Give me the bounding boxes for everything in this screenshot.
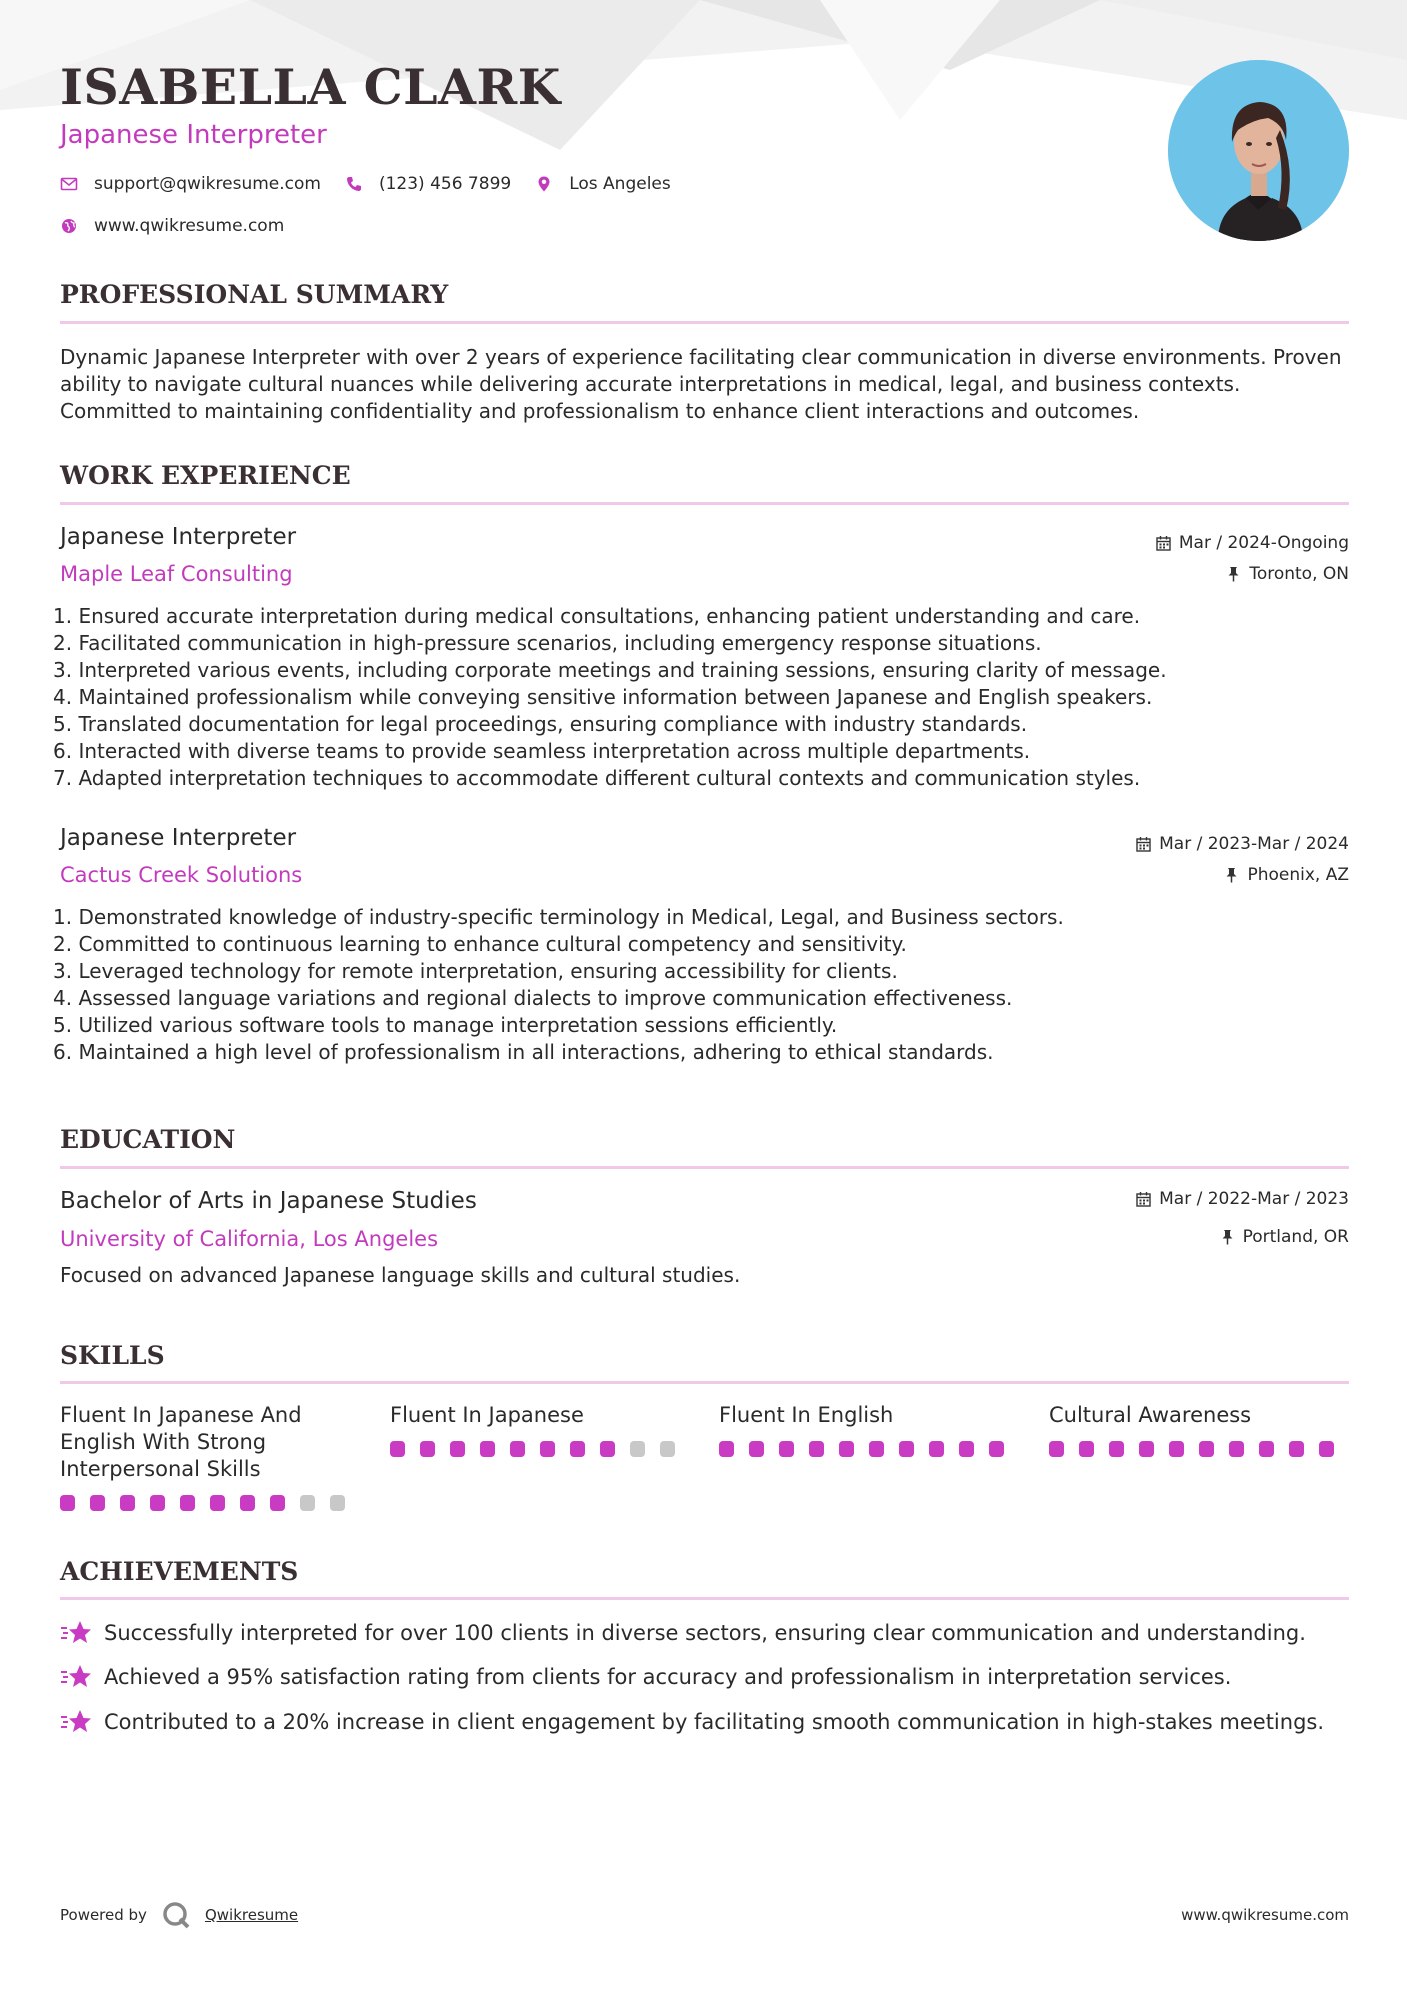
location-text: Los Angeles [569,174,671,194]
powered-by-label: Powered by [60,1906,147,1924]
list-item: 3. Interpreted various events, including corporate meetings and training sessions, ensuring clarity of message. [53,658,1167,682]
calendar-icon [1156,535,1171,551]
skill-item [719,1402,1019,1457]
calendar-icon [1136,836,1151,852]
achievement-item [60,1619,1306,1647]
map-pin-icon [535,175,553,193]
rating-dot-filled [450,1441,465,1457]
portrait-illustration [1168,60,1349,241]
summary-text: Dynamic Japanese Interpreter with over 2 years of experience facilitating clear communication in diverse environments. Proven ability to navigate cultural nuances while delivering accurate interpretations in medical, legal, and business contexts. Committed to maintaining confidentiality and professionalism to enhance client interactions and outcomes. [60,345,1342,423]
job-title: Japanese Interpreter [60,524,297,550]
list-item: 4. Maintained professionalism while conveying sensitive information between Japanese and English speakers. [53,685,1153,709]
achievement-text: Contributed to a 20% increase in client engagement by facilitating smooth communication in high-stakes meetings. [104,1710,1325,1734]
pushpin-icon [1226,566,1241,582]
job-dates [1156,533,1349,553]
phone-text: (123) 456 7899 [378,174,512,194]
education-heading: EDUCATION [60,1125,236,1154]
rating-dot-filled [180,1495,195,1511]
skill-item [60,1402,360,1511]
job-dates-text: Mar / 2023-Mar / 2024 [1159,834,1349,854]
education-dates-text: Mar / 2022-Mar / 2023 [1159,1189,1349,1209]
list-item: 2. Facilitated communication in high-pressure scenarios, including emergency response situations. [53,631,1042,655]
list-item: 1. Ensured accurate interpretation during medical consultations, enhancing patient understanding and care. [53,604,1141,628]
summary-heading: PROFESSIONAL SUMMARY [60,280,449,309]
rating-dot-filled [989,1441,1004,1457]
rating-dot-empty [630,1441,645,1457]
email-text: support@qwikresume.com [94,174,321,194]
candidate-name: ISABELLA CLARK [60,58,561,116]
website-row [60,216,308,236]
rating-dot-empty [330,1495,345,1511]
job-location [1226,564,1349,584]
rating-dot-filled [390,1441,405,1457]
skill-name: Cultural Awareness [1049,1403,1252,1427]
rating-dot-filled [240,1495,255,1511]
email-item[interactable] [60,174,321,194]
rating-dot-filled [510,1441,525,1457]
skill-rating [719,1441,1019,1457]
rating-dot-filled [210,1495,225,1511]
rating-dot-filled [600,1441,615,1457]
list-item: 4. Assessed language variations and regional dialects to improve communication effectiveness. [53,986,1013,1010]
footer-powered-by [60,1900,298,1930]
job-title: Japanese Interpreter [60,825,297,851]
school-name: University of California, Los Angeles [60,1227,439,1251]
job-dates [1136,834,1349,854]
phone-icon [345,175,363,193]
rating-dot-empty [300,1495,315,1511]
skill-rating [1049,1441,1349,1457]
education-dates [1136,1189,1349,1209]
skill-rating [60,1495,360,1511]
list-item: 2. Committed to continuous learning to enhance cultural competency and sensitivity. [53,932,907,956]
skill-name: Fluent In Japanese And English With Strong Interpersonal Skills [60,1403,302,1481]
rating-dot-filled [1169,1441,1184,1457]
experience-heading: WORK EXPERIENCE [60,461,351,490]
list-item: 5. Utilized various software tools to manage interpretation sessions efficiently. [53,1013,838,1037]
envelope-icon [60,175,78,193]
rating-dot-filled [1259,1441,1274,1457]
rating-dot-filled [719,1441,734,1457]
rating-dot-filled [1139,1441,1154,1457]
skills-heading: SKILLS [60,1341,165,1370]
list-item: 6. Interacted with diverse teams to provide seamless interpretation across multiple departments. [53,739,1031,763]
achievement-text: Achieved a 95% satisfaction rating from clients for accuracy and professionalism in interpretation services. [104,1665,1232,1689]
job-dates-text: Mar / 2024-Ongoing [1178,533,1349,553]
rating-dot-filled [150,1495,165,1511]
skill-name: Fluent In English [719,1403,894,1427]
experience-divider [60,502,1349,505]
rating-dot-filled [60,1495,75,1511]
skill-item [1049,1402,1349,1457]
rating-dot-filled [839,1441,854,1457]
summary-divider [60,321,1349,324]
job-location-text: Toronto, ON [1249,564,1349,584]
rating-dot-filled [120,1495,135,1511]
star-award-icon [60,1663,92,1691]
list-item: 3. Leveraged technology for remote interpretation, ensuring accessibility for clients. [53,959,898,983]
globe-icon [60,217,78,235]
qwikresume-logo-icon [161,1900,191,1930]
rating-dot-filled [1049,1441,1064,1457]
pushpin-icon [1224,867,1239,883]
achievements-divider [60,1597,1349,1600]
rating-dot-filled [90,1495,105,1511]
location-item [535,174,671,194]
brand-link[interactable]: Qwikresume [204,1906,299,1924]
achievement-item [60,1663,1231,1691]
achievement-text: Successfully interpreted for over 100 clients in diverse sectors, ensuring clear communication and understanding. [104,1621,1306,1645]
list-item: 6. Maintained a high level of professionalism in all interactions, adhering to ethical standards. [53,1040,994,1064]
rating-dot-filled [959,1441,974,1457]
contact-row [60,174,695,194]
skill-name: Fluent In Japanese [390,1403,584,1427]
rating-dot-filled [1109,1441,1124,1457]
education-description: Focused on advanced Japanese language skills and cultural studies. [60,1263,741,1287]
rating-dot-filled [540,1441,555,1457]
job-location-text: Phoenix, AZ [1247,865,1349,885]
education-location-text: Portland, OR [1242,1227,1349,1247]
degree-title: Bachelor of Arts in Japanese Studies [60,1188,477,1214]
job-location [1224,865,1349,885]
calendar-icon [1136,1191,1151,1207]
rating-dot-filled [869,1441,884,1457]
footer-website[interactable]: www.qwikresume.com [1181,1906,1349,1924]
achievement-item [60,1708,1324,1736]
rating-dot-filled [1289,1441,1304,1457]
job-bullets [53,904,1064,1066]
list-item: 7. Adapted interpretation techniques to accommodate different cultural contexts and communication styles. [53,766,1141,790]
phone-item[interactable] [345,174,511,194]
rating-dot-filled [809,1441,824,1457]
star-award-icon [60,1708,92,1736]
rating-dot-filled [749,1441,764,1457]
rating-dot-filled [480,1441,495,1457]
rating-dot-filled [1319,1441,1334,1457]
list-item: 1. Demonstrated knowledge of industry-specific terminology in Medical, Legal, and Business sectors. [53,905,1064,929]
rating-dot-filled [270,1495,285,1511]
website-text: www.qwikresume.com [94,216,285,236]
rating-dot-filled [1079,1441,1094,1457]
rating-dot-filled [1199,1441,1214,1457]
rating-dot-filled [899,1441,914,1457]
education-location [1220,1227,1349,1247]
rating-dot-filled [570,1441,585,1457]
star-award-icon [60,1619,92,1647]
rating-dot-filled [1229,1441,1244,1457]
candidate-role: Japanese Interpreter [60,120,327,150]
skill-item [390,1402,690,1457]
list-item: 5. Translated documentation for legal proceedings, ensuring compliance with industry standards. [53,712,1028,736]
rating-dot-empty [660,1441,675,1457]
job-company: Cactus Creek Solutions [60,863,303,887]
website-item[interactable] [60,216,284,236]
rating-dot-filled [929,1441,944,1457]
rating-dot-filled [420,1441,435,1457]
job-bullets [53,603,1167,792]
profile-photo [1168,60,1349,241]
skills-divider [60,1381,1349,1384]
rating-dot-filled [779,1441,794,1457]
job-company: Maple Leaf Consulting [60,562,293,586]
achievements-heading: ACHIEVEMENTS [60,1557,299,1586]
skill-rating [390,1441,690,1457]
education-divider [60,1166,1349,1169]
pushpin-icon [1220,1229,1235,1245]
